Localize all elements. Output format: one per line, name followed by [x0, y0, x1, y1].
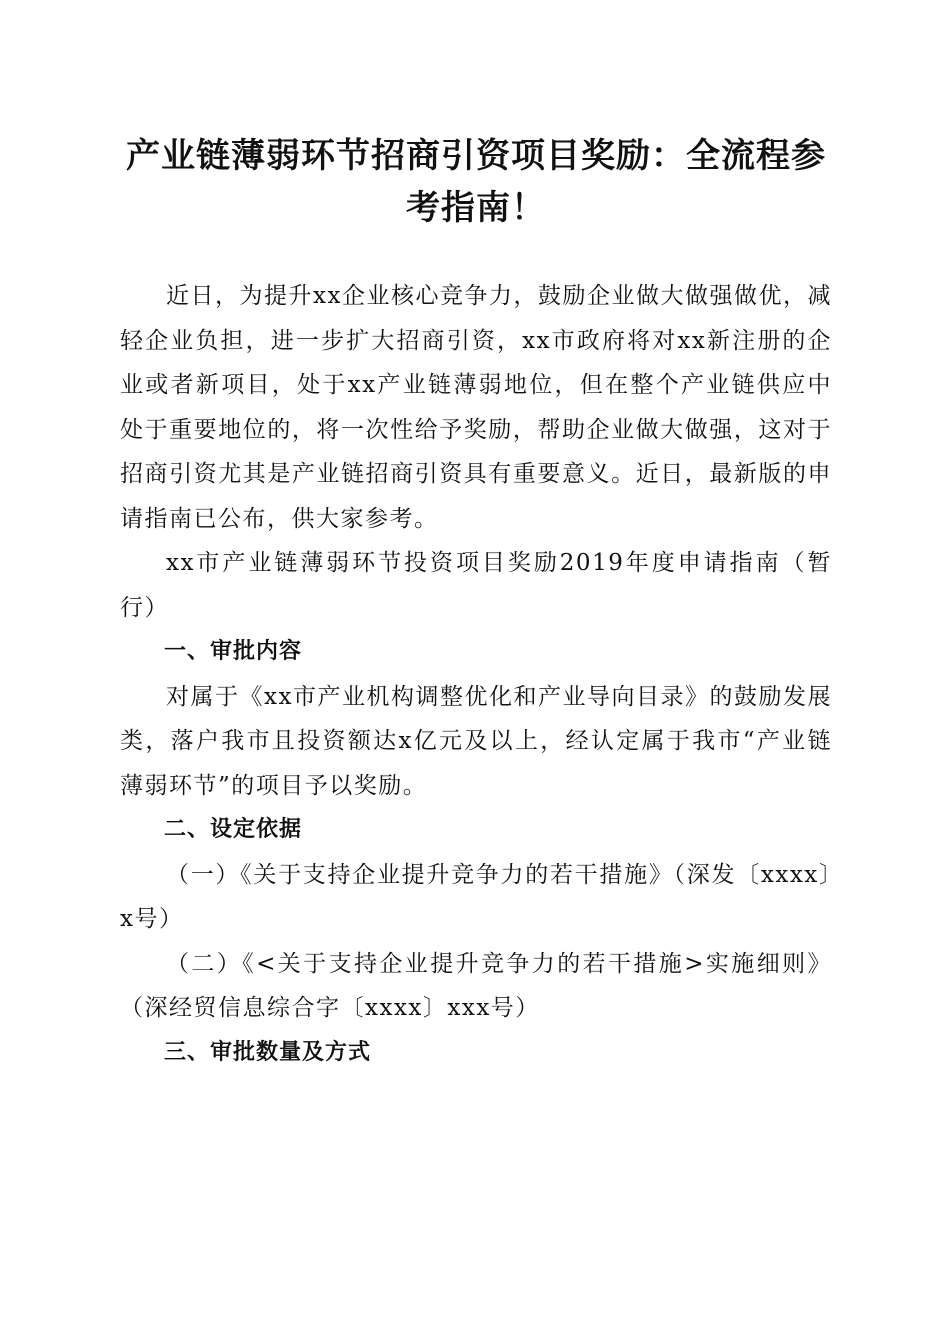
section-heading-approval-content: 一、审批内容 — [164, 639, 303, 664]
document-body — [120, 274, 832, 1075]
intro-paragraph: 近日，为提升xx企业核心竞争力，鼓励企业做大做强做优，减轻企业负担，进一步扩大招商引资，xx市政府将对xx新注册的企业或者新项目，处于xx产业链薄弱地位，但在整个产业链供应中处于重要地位的，将一次性给予奖励，帮助企业做大做强，这对于招商引资尤其是产业链招商引资具有重要意义。近日，最新版的申请指南已公布，供大家参考。 — [120, 283, 832, 532]
document-title: 产业链薄弱环节招商引资项目奖励：全流程参考指南！ — [126, 136, 826, 228]
basis-item-1: （一）《关于支持企业提升竞争力的若干措施》（深发〔xxxx〕x号） — [120, 861, 832, 932]
guide-name-paragraph: xx市产业链薄弱环节投资项目奖励2019年度申请指南（暂行） — [120, 550, 832, 621]
basis-item-2: （二）《<关于支持企业提升竞争力的若干措施>实施细则》（深经贸信息综合字〔xxxx〕xxx号） — [120, 950, 832, 1021]
approval-content-paragraph: 对属于《xx市产业机构调整优化和产业导向目录》的鼓励发展类，落户我市且投资额达x亿元及以上，经认定属于我市“产业链薄弱环节”的项目予以奖励。 — [120, 683, 832, 799]
section-heading-basis: 二、设定依据 — [164, 817, 303, 842]
document-page — [120, 130, 832, 1075]
section-heading-quantity: 三、审批数量及方式 — [164, 1039, 372, 1065]
